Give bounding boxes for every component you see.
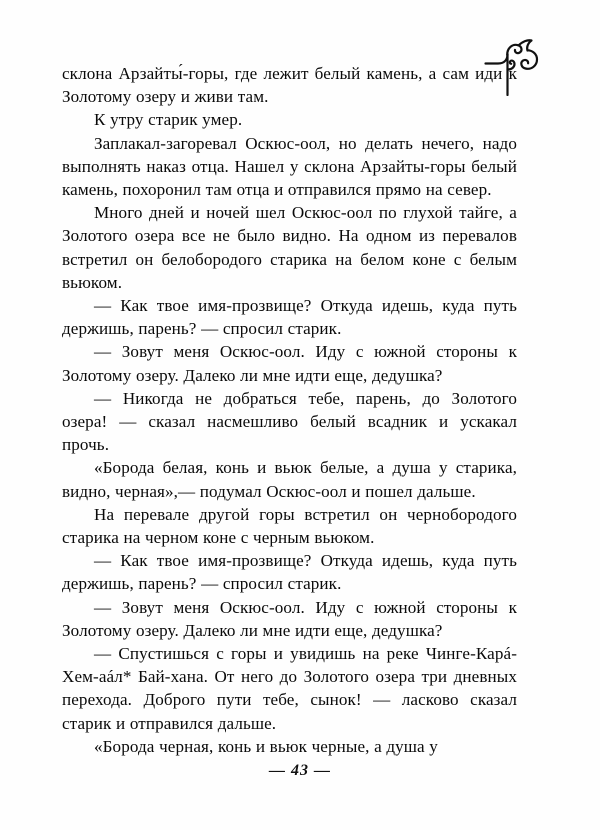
paragraph: склона Арзайты́-горы, где лежит белый камень, а сам иди к Золотому озеру и живи там. — [62, 64, 517, 107]
paragraph: — Как твое имя-прозвище? Откуда идешь, куда путь держишь, парень? — спросил старик. — [62, 296, 517, 339]
paragraph: «Борода белая, конь и вьюк белые, а душа у старика, видно, черная»,— подумал Оскюс-оол и пошел дальше. — [62, 458, 517, 501]
paragraph: — Никогда не добраться тебе, парень, до Золотого озера! — сказал насмешливо белый всадник и ускакал прочь. — [62, 388, 517, 455]
paragraph: — Зовут меня Оскюс-оол. Иду с южной стороны к Золотому озеру. Далеко ли мне идти еще, дедушка? — [62, 342, 517, 385]
paragraph: — Спустишься с горы и увидишь на реке Чинге-Карá-Хем-аáл* Бай-хана. От него до Золотого озера три дневных перехода. Доброго пути тебе, сынок! — ласково сказал старик и отправился дальше. — [62, 644, 517, 733]
paragraph: — Как твое имя-прозвище? Откуда идешь, куда путь держишь, парень? — спросил старик. — [62, 551, 517, 594]
paragraph: К утру старик умер. — [94, 110, 243, 130]
paragraph: — Зовут меня Оскюс-оол. Иду с южной стороны к Золотому озеру. Далеко ли мне идти еще, дедушка? — [62, 597, 517, 640]
page-text-body — [62, 62, 517, 758]
paragraph: Много дней и ночей шел Оскюс-оол по глухой тайге, а Золотого озера все не было видно. На одном из перевалов встретил он белобородого старика на белом коне с белым вьюком. — [62, 203, 517, 292]
paragraph: Заплакал-загоревал Оскюс-оол, но делать нечего, надо выполнять наказ отца. Нашел у склона Арзайты-горы белый камень, похоронил там отца и отправился прямо на север. — [62, 133, 517, 200]
page-number: — 43 — — [269, 762, 331, 779]
paragraph: На перевале другой горы встретил он чернобородого старика на черном коне с черным вьюком. — [62, 504, 517, 548]
paragraph: «Борода черная, конь и вьюк черные, а душа у — [94, 736, 438, 756]
